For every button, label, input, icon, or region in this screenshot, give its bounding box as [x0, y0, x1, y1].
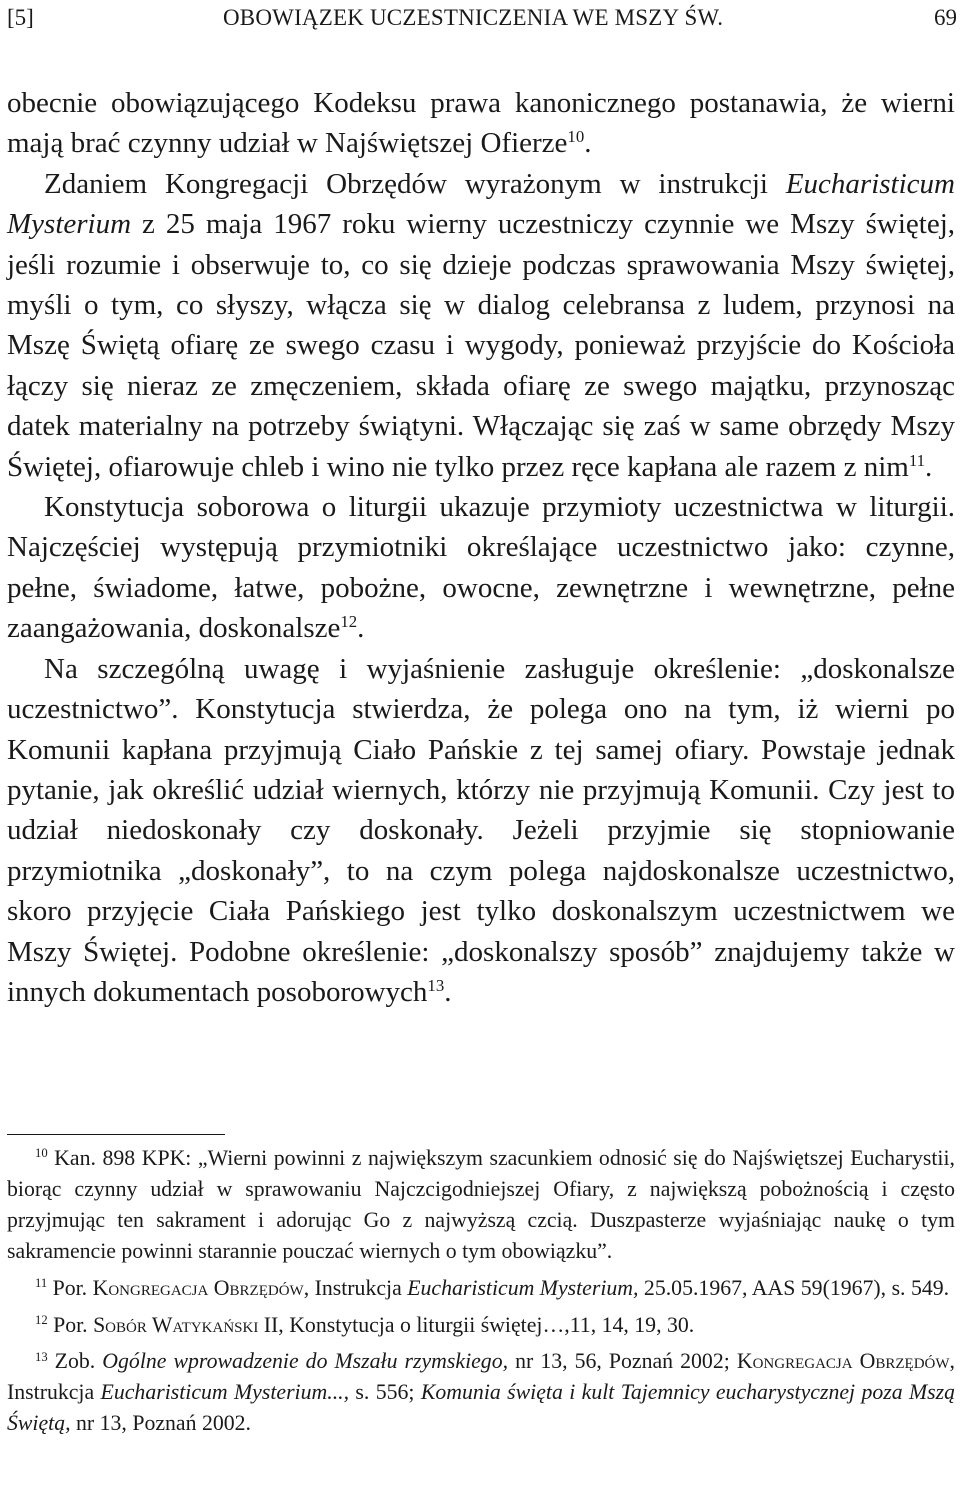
footnote-ref-10[interactable]: 10 — [567, 127, 585, 147]
author-name: Kongregacja Obrzędów — [736, 1349, 950, 1374]
footnote-number: 10 — [35, 1146, 48, 1161]
author-name: Kongregacja Obrzędów — [92, 1275, 304, 1300]
footnote-12: $^{12}$ Por. Sobór Watykański II, Konstytucja o liturgii świętej…,11, 14, 19, 30. — [35, 1312, 695, 1337]
work-title: Eucharisticum Mysterium, — [407, 1275, 639, 1300]
section-marker: [5] — [7, 5, 34, 30]
paragraph-2: Zdaniem Kongregacji Obrzędów wyrażonym w instrukcji Eucharisticum Mysterium z 25 maja 1967 roku wierny uczestniczy czynnie we Mszy świętej, jeśli rozumie i obserwuje to, co się dzieje podczas sprawowania Mszy świętej, myśli o tym, co słyszy, włącza się w dialog celebransa z ludem, przynosi na Mszę Świętą ofiarę ze swego czasu i wygody, ponieważ przyjście do Kościoła łączy się nieraz ze zmęczeniem, składa ofiarę ze swego majątku, przynosząc datek materialny na potrzeby świątyni. Włączając się zaś w same obrzędy Mszy Świętej, ofiarowuje chleb i wino nie tylko przez ręce kapłana ale razem z nim$^{11}$. — [7, 167, 955, 483]
work-title: Komunia święta i kult Tajemnicy eucharystycznej poza Mszą Świętą, — [7, 1380, 956, 1436]
footnote-number: 11 — [35, 1276, 48, 1291]
main-text — [7, 83, 955, 1012]
paragraph-3: Konstytucja soborowa o liturgii ukazuje przymioty uczestnictwa w liturgii. Najczęściej występują przymiotniki określające uczestnictwo jako: czynne, pełne, świadome, łatwe, pobożne, owocne, zewnętrzne i wewnętrzne, pełne zaangażowania, doskonalsze$^{12}$. — [7, 491, 955, 645]
footnote-ref-11[interactable]: 11 — [908, 450, 926, 470]
footnote-13: $^{13}$ Zob. Ogólne wprowadzenie do Mszału rzymskiego, nr 13, 56, Poznań 2002; Kongregacja Obrzędów, Instrukcja Eucharisticum Mysterium..., s. 556; Komunia święta i kult Tajemnicy eucharystycznej poza Mszą Świętą, nr 13, Poznań 2002. — [7, 1349, 956, 1436]
footnote-ref-12[interactable]: 12 — [340, 612, 358, 632]
paragraph-4: Na szczególną uwagę i wyjaśnienie zasługuje określenie: „doskonalsze uczestnictwo”. Konstytucja stwierdza, że polega ono na tym, iż wierni po Komunii kapłana przyjmują Ciało Pańskie z tej samej ofiary. Powstaje jednak pytanie, jak określić udział wiernych, którzy nie przyjmują Komunii. Czy jest to udział niedoskonały czy doskonały. Jeżeli przyjmie się stopniowanie przymiotnika „doskonały”, to na czym polega najdoskonalsze uczestnictwo, skoro przyjęcie Ciała Pańskiego jest tylko doskonalszym uczestnictwem we Mszy Świętej. Podobne określenie: „doskonalszy sposób” znajdujemy także w innych dokumentach posoborowych$^{13}$. — [7, 652, 955, 1008]
footnote-number: 13 — [35, 1349, 48, 1364]
footnote-ref-13[interactable]: 13 — [427, 975, 445, 995]
work-title: Eucharisticum Mysterium — [7, 167, 955, 241]
running-header — [7, 0, 957, 36]
work-title: Ogólne wprowadzenie do Mszału rzymskiego, — [102, 1349, 509, 1374]
footnote-11: $^{11}$ Por. Kongregacja Obrzędów, Instrukcja Eucharisticum Mysterium, 25.05.1967, AAS 59(1967), s. 549. — [35, 1275, 950, 1300]
footnote-10: $^{10}$ Kan. 898 KPK: „Wierni powinni z największym szacunkiem odnosić się do Najświętszej Eucharystii, biorąc czynny udział w sprawowaniu Najczcigodniejszej Ofiary, z największą pobożnością i często przyjmując ten sakrament i adorując Go z najwyższą czcią. Duszpasterze wyjaśniając naukę o tym sakramencie powinni starannie pouczać wiernych o tym obowiązku”. — [7, 1146, 955, 1263]
footnotes — [7, 1143, 955, 1439]
author-name: Sobór Watykański — [93, 1312, 259, 1337]
paragraph-1: obecnie obowiązującego Kodeksu prawa kanonicznego postanawia, że wierni mają brać czynny udział w Najświętszej Ofierze$^{10}$. — [7, 87, 955, 160]
work-title: Eucharisticum Mysterium..., — [100, 1380, 350, 1405]
footnote-number: 12 — [35, 1312, 48, 1327]
running-title: OBOWIĄZEK UCZESTNICZENIA WE MSZY ŚW. — [223, 5, 724, 30]
page-number: 69 — [934, 5, 957, 30]
footnote-divider — [7, 1134, 225, 1135]
